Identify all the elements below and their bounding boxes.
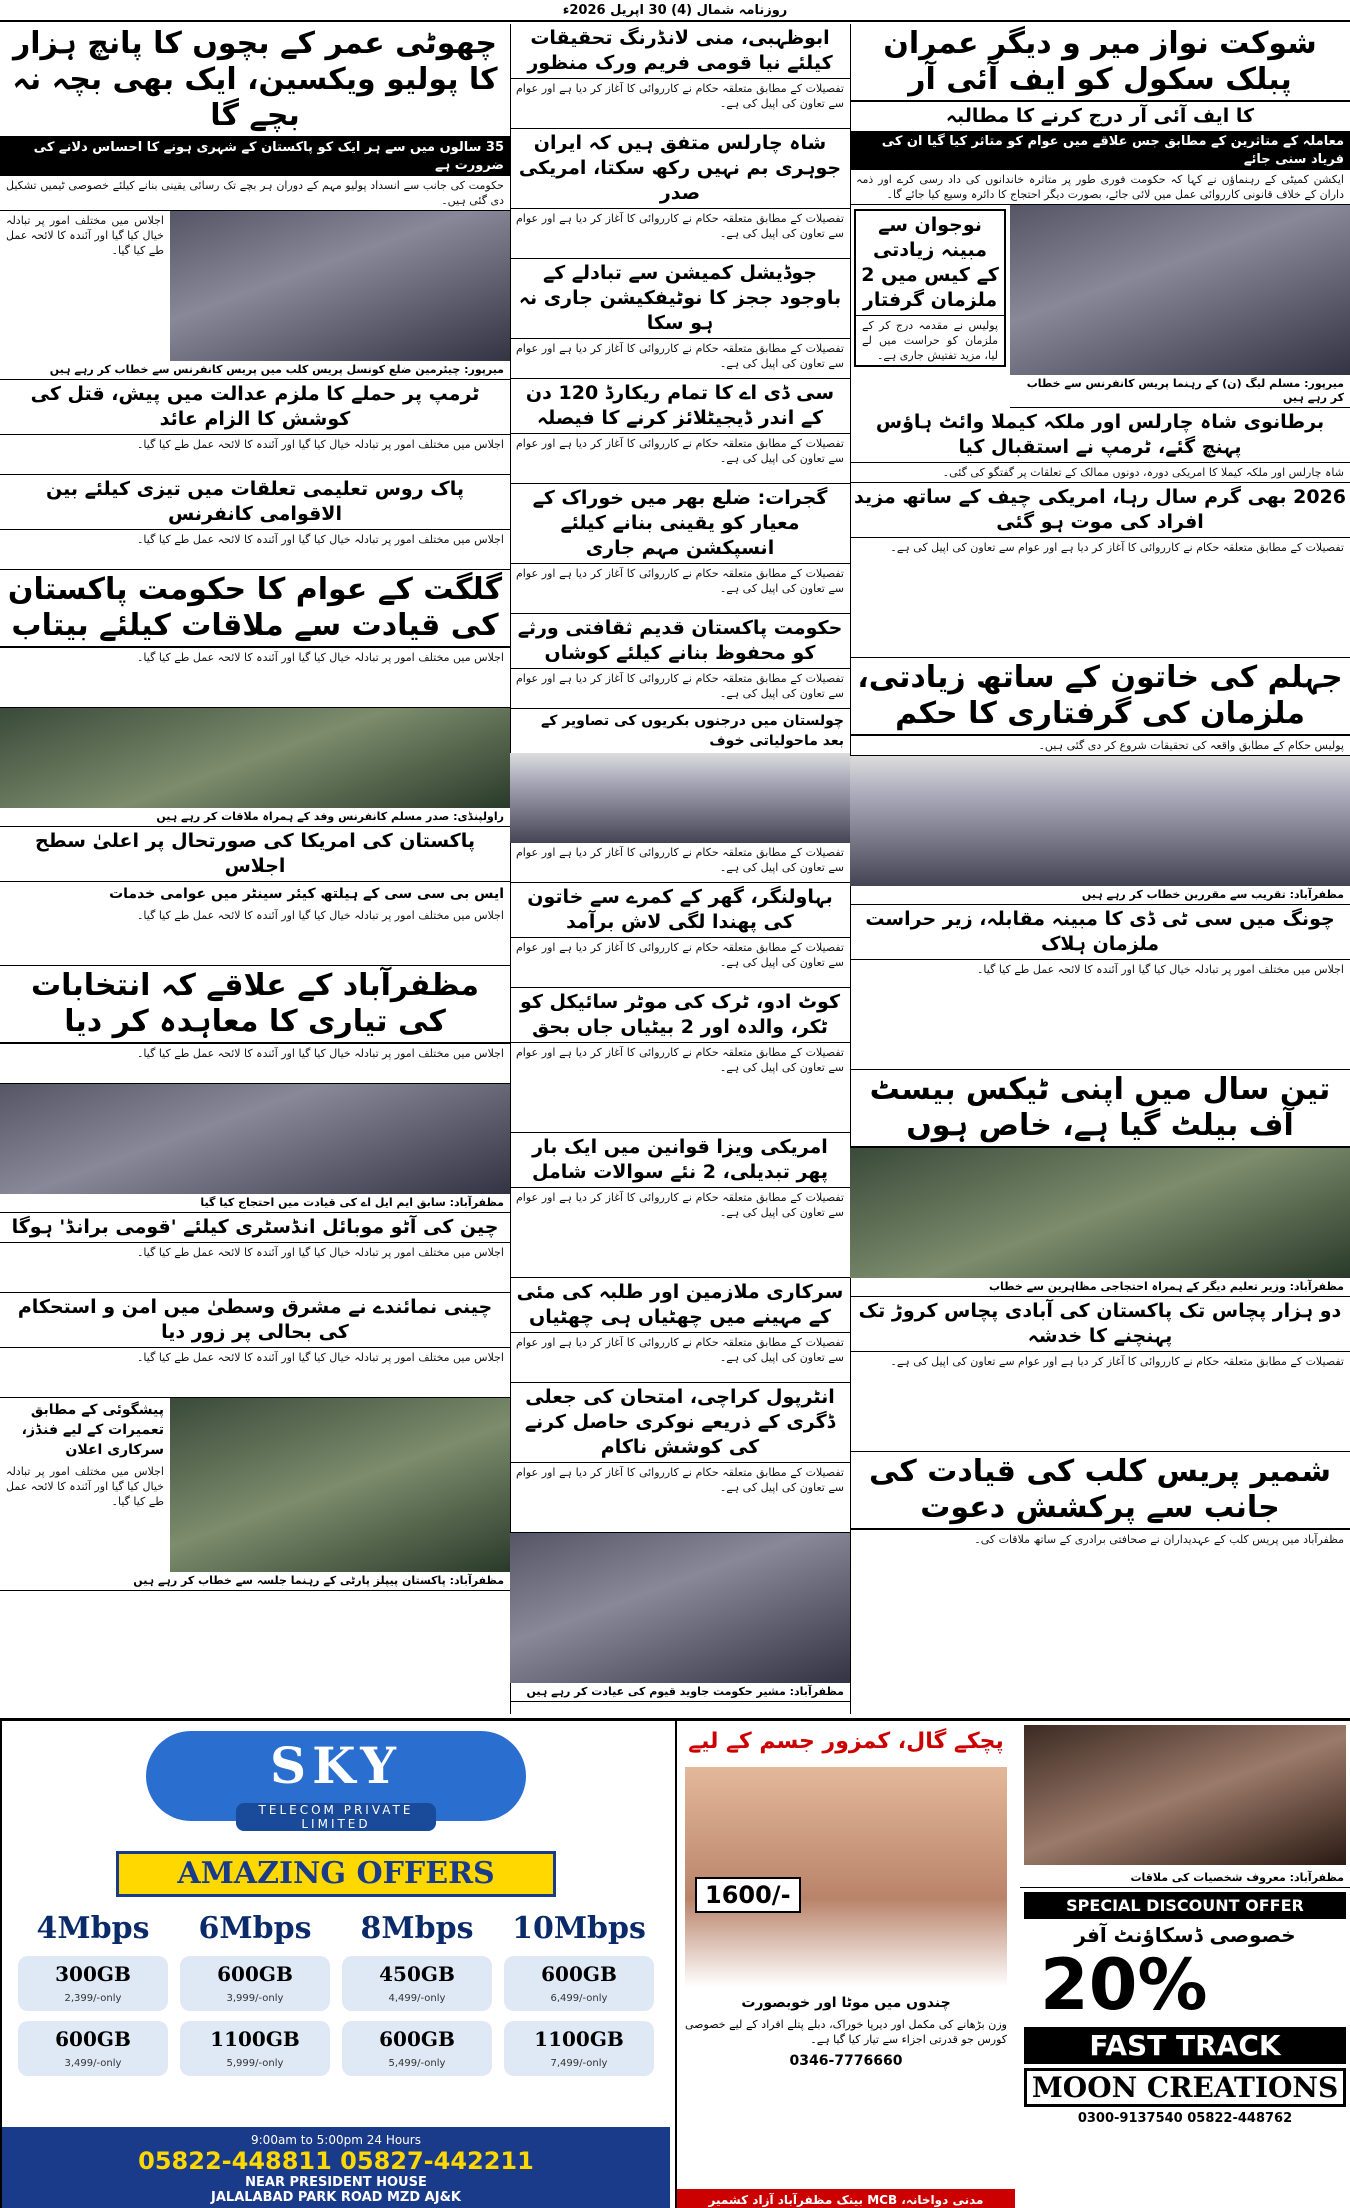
plan-price: 3,499/-only — [64, 2058, 122, 2069]
body-judges: تفصیلات کے مطابق متعلقہ حکام نے کارروائی کا آغاز کر دیا ہے اور عوام سے تعاون کی اپیل کی ہے۔ — [510, 339, 850, 379]
plan-gb: 300GB — [55, 1962, 131, 1986]
sky-phones: 05822-448811 05827-442211 — [138, 2147, 534, 2175]
headline-china-mideast: چینی نمائندے نے مشرق وسطیٰ میں امن و استحکام کی بحالی پر زور دیا — [0, 1293, 510, 1348]
lead-summary-left: 35 سالوں میں سے ہر ایک کو پاکستان کے شہری ہونے کا احساس دلانے کی ضرورت ہے — [0, 138, 510, 176]
photo-caption-mid: مظفرآباد: مشیر حکومت جاوید قیوم کی عیادت کر رہے ہیں — [510, 1683, 850, 1702]
news-photo-left-2 — [0, 708, 510, 808]
plan-gb: 600GB — [541, 1962, 617, 1986]
lead-headline-left: چھوٹی عمر کے بچوں کا پانچ ہزار کا پولیو ویکسین، ایک بھی بچہ نہ بچے گا — [0, 24, 510, 138]
headline-tax: تین سال میں اپنی ٹیکس بیسٹ آف بیلٹ گیا ہے، خاص ہوں — [850, 1070, 1350, 1148]
medical-price: 1600/- — [695, 1877, 801, 1913]
headline-heritage: حکومت پاکستان قدیم ثقافتی ورثے کو محفوظ بنانے کیلئے کوشاں — [510, 614, 850, 669]
plan-card — [18, 1911, 168, 2076]
headline-ctd: چونگ میں سی ٹی ڈی کا مبینہ مقابلہ، زیر حراست ملزمان ہلاک — [850, 905, 1350, 960]
news-photo-3 — [850, 1148, 1350, 1278]
body-trump: اجلاس میں مختلف امور پر تبادلہ خیال کیا گیا اور آئندہ کا لائحہ عمل طے کیا گیا۔ — [0, 435, 510, 475]
plan-speed: 6Mbps — [198, 1911, 312, 1946]
headline-visa: امریکی ویزا قوانین میں ایک بار پھر تبدیلی، 2 نئے سوالات شامل — [510, 1133, 850, 1188]
lead-subheadline: کا ایف آئی آر درج کرنے کا مطالبہ — [850, 102, 1350, 132]
photo-caption-left-3: مظفرآباد: سابق ایم ایل اے کی قیادت میں احتجاج کیا گیا — [0, 1194, 510, 1213]
plan-speed: 8Mbps — [360, 1911, 474, 1946]
news-photo-left-4 — [170, 1398, 510, 1572]
sky-address-2: JALALABAD PARK ROAD MZD AJ&K — [211, 2190, 461, 2205]
headline-bahawalnagar: بہاولنگر، گھر کے کمرے سے خاتون کی پھندا لگی لاش برآمد — [510, 883, 850, 938]
sky-subtitle: TELECOM PRIVATE LIMITED — [236, 1803, 436, 1831]
plan-price: 5,499/-only — [388, 2058, 446, 2069]
medical-photo — [685, 1767, 1007, 1987]
plan-price: 6,499/-only — [550, 1993, 608, 2004]
plan-gb: 450GB — [379, 1962, 455, 1986]
plan-price: 2,399/-only — [64, 1993, 122, 2004]
photo-caption-left-2: راولپنڈی: صدر مسلم کانفرنس وفد کے ہمراہ ملاقات کر رہے ہیں — [0, 808, 510, 827]
body-gilgit: اجلاس میں مختلف امور پر تبادلہ خیال کیا گیا اور آئندہ کا لائحہ عمل طے کیا گیا۔ — [0, 648, 510, 708]
body-filler: تفصیلات کے مطابق متعلقہ حکام نے کارروائی کا آغاز کر دیا ہے اور عوام سے تعاون کی اپیل کی ہے۔ — [850, 538, 1350, 658]
headline-cholistan: چولستان میں درجنوں بکریوں کی تصاویر کے بعد ماحولیاتی خوف — [540, 713, 844, 749]
medical-ad — [675, 1721, 1015, 2208]
plan-price: 3,999/-only — [226, 1993, 284, 2004]
headline-china-auto: چین کی آٹو موبائل انڈسٹری کیلئے 'قومی برانڈ' ہوگا — [0, 1213, 510, 1243]
headline-jhelum: جہلم کی خاتون کے ساتھ زیادتی، ملزمان کی گرفتاری کا حکم — [850, 658, 1350, 736]
body-cholistan: تفصیلات کے مطابق متعلقہ حکام نے کارروائی کا آغاز کر دیا ہے اور عوام سے تعاون کی اپیل کی ہے۔ — [510, 843, 850, 883]
headline-iran: شاہ چارلس متفق ہیں کہ ایران جوہری بم نہیں رکھ سکتا، امریکی صدر — [510, 129, 850, 209]
body-sbcc: اجلاس میں مختلف امور پر تبادلہ خیال کیا گیا اور آئندہ کا لائحہ عمل طے کیا گیا۔ — [0, 906, 510, 966]
headline-weather: 2026 بھی گرم سال رہا، امریکی چیف کے ساتھ مزید افراد کی موت ہو گئی — [850, 483, 1350, 538]
body-abudhabi: تفصیلات کے مطابق متعلقہ حکام نے کارروائی کا آغاز کر دیا ہے اور عوام سے تعاون کی اپیل کی ہے۔ — [510, 79, 850, 129]
plan-gb: 1100GB — [210, 2027, 300, 2051]
headline-funds: پیشگوئی کے مطابق تعمیرات کے لیے فنڈز، سرکاری اعلان — [21, 1402, 164, 1458]
moon-creations-name: MOON CREATIONS — [1024, 2068, 1346, 2107]
moon-phones: 0300-9137540 05822-448762 — [1077, 2111, 1293, 2126]
body-gujrat: تفصیلات کے مطابق متعلقہ حکام نے کارروائی کا آغاز کر دیا ہے اور عوام سے تعاون کی اپیل کی ہے۔ — [510, 564, 850, 614]
body-charles: شاہ چارلس اور ملکہ کیملا کا امریکی دورہ، دونوں ممالک کے تعلقات پر گفتگو کی گئی۔ — [850, 463, 1350, 483]
sky-footer — [2, 2127, 670, 2208]
photo-caption-left: میرپور: چیئرمین ضلع کونسل پریس کلب میں پریس کانفرنس سے خطاب کر رہے ہیں — [0, 361, 510, 380]
headline-meeting: پاکستان کی امریکا کی صورتحال پر اعلیٰ سطح اجلاس — [0, 827, 510, 882]
medical-phone: 0346-7776660 — [789, 2053, 903, 2069]
headline-kotaddu: کوٹ ادو، ٹرک کی موٹر سائیکل کو ٹکر، والدہ اور 2 بیٹیاں جاں بحق — [510, 988, 850, 1043]
lead-body: ایکشن کمیٹی کے رہنماؤں نے کہا کہ حکومت فوری طور پر متاثرہ خاندانوں کی داد رسی کرے اور ذمہ داران کے خلاف قانونی کارروائی عمل میں لائی جائے، بصورت دیگر احتجاج کا دائرہ وسیع کیا جائے گا۔ — [850, 170, 1350, 205]
side-body: اجلاس میں مختلف امور پر تبادلہ خیال کیا گیا اور آئندہ کا لائحہ عمل طے کیا گیا۔ — [6, 214, 164, 257]
column-right — [850, 24, 1350, 1549]
news-photo-left-3 — [0, 1084, 510, 1194]
body-iran: تفصیلات کے مطابق متعلقہ حکام نے کارروائی کا آغاز کر دیا ہے اور عوام سے تعاون کی اپیل کی ہے۔ — [510, 209, 850, 259]
column-middle — [510, 24, 850, 1702]
plan-price: 5,999/-only — [226, 2058, 284, 2069]
news-photo-left — [170, 211, 510, 361]
headline-cda: سی ڈی اے کا تمام ریکارڈ 120 دن کے اندر ڈیجیٹلائز کرنے کا فیصلہ — [510, 379, 850, 434]
lead-headline: شوکت نواز میر و دیگر عمران پبلک سکول کو ایف آئی آر — [850, 24, 1350, 102]
column-left — [0, 24, 510, 1591]
plan-speed: 10Mbps — [512, 1911, 646, 1946]
medical-body: وزن بڑھانے کی مکمل اور دیرپا خوراک، دبلے پتلے افراد کے لیے خصوصی کورس جو قدرتی اجزاء سے تیار کیا گیا ہے۔ — [685, 2018, 1007, 2046]
news-photo-mid — [510, 753, 850, 843]
box-body: پولیس نے مقدمہ درج کر کے ملزمان کو حراست میں لے لیا، مزید تفتیش جاری ہے۔ — [862, 319, 998, 362]
moon-photo — [1024, 1725, 1346, 1865]
headline-charles: برطانوی شاہ چارلس اور ملکہ کیملا وائٹ ہاؤس پہنچ گئے، ٹرمپ نے استقبال کیا — [850, 408, 1350, 463]
body-filler-2: اجلاس میں مختلف امور پر تبادلہ خیال کیا گیا اور آئندہ کا لائحہ عمل طے کیا گیا۔ — [850, 960, 1350, 1070]
plan-gb: 600GB — [217, 1962, 293, 1986]
headline-russia: پاک روس تعلیمی تعلقات میں تیزی کیلئے بین الاقوامی کانفرنس — [0, 475, 510, 530]
medical-headline: پچکے گال، کمزور جسم کے لیے — [688, 1729, 1004, 1754]
news-photo-2 — [850, 756, 1350, 886]
lead-body-left: حکومت کی جانب سے انسداد پولیو مہم کے دوران ہر بچے تک رسائی یقینی بنانے کیلئے خصوصی ٹیمیں تشکیل دی گئی ہیں۔ — [0, 176, 510, 211]
masthead-dateline: روزنامہ شمال (4) 30 اپریل 2026ء — [0, 0, 1350, 22]
plan-card — [342, 1911, 492, 2076]
plan-card — [180, 1911, 330, 2076]
plan-gb: 600GB — [55, 2027, 131, 2051]
headline-press-club: شمیر پریس کلب کی قیادت کی جانب سے پرکشش دعوت — [850, 1452, 1350, 1530]
plan-speed: 4Mbps — [36, 1911, 150, 1946]
body-visa: تفصیلات کے مطابق متعلقہ حکام نے کارروائی کا آغاز کر دیا ہے اور عوام سے تعاون کی اپیل کی ہے۔ — [510, 1188, 850, 1278]
headline-trump: ٹرمپ پر حملے کا ملزم عدالت میں پیش، قتل کی کوشش کا الزام عائد — [0, 380, 510, 435]
amazing-offers-banner: AMAZING OFFERS — [116, 1851, 556, 1897]
body-china-mideast: اجلاس میں مختلف امور پر تبادلہ خیال کیا گیا اور آئندہ کا لائحہ عمل طے کیا گیا۔ — [0, 1348, 510, 1398]
headline-abudhabi: ابوظہبی، منی لانڈرنگ تحقیقات کیلئے نیا قومی فریم ورک منظور — [510, 24, 850, 79]
headline-interpol: انٹرپول کراچی، امتحان کی جعلی ڈگری کے ذریعے نوکری حاصل کرنے کی کوشش ناکام — [510, 1383, 850, 1463]
body-press-club: مظفرآباد میں پریس کلب کے عہدیداران نے صحافتی برادری کے ساتھ ملاقات کی۔ — [974, 1533, 1344, 1546]
photo-caption: میرپور: مسلم لیگ (ن) کے رہنما پریس کانفرنس سے خطاب کر رہے ہیں — [1010, 375, 1350, 408]
ads-strip — [0, 1718, 1350, 2208]
headline-judges: جوڈیشل کمیشن سے تبادلے کے باوجود ججز کا نوٹیفکیشن جاری نہ ہو سکا — [510, 259, 850, 339]
body-heritage: تفصیلات کے مطابق متعلقہ حکام نے کارروائی کا آغاز کر دیا ہے اور عوام سے تعاون کی اپیل کی ہے۔ — [510, 669, 850, 709]
photo-caption-2: مظفرآباد: تقریب سے مقررین خطاب کر رہے ہیں — [850, 886, 1350, 905]
plan-price: 4,499/-only — [388, 1993, 446, 2004]
fast-track: FAST TRACK — [1024, 2027, 1346, 2064]
box-headline: نوجوان سے مبینہ زیادتی کے کیس میں 2 ملزمان گرفتار — [856, 211, 1004, 316]
plan-gb: 600GB — [379, 2027, 455, 2051]
medical-contact: مدنی دواخانہ، MCB بینک مظفرآباد آزاد کشمیر — [677, 2189, 1015, 2208]
photo-caption-left-4: مظفرآباد: پاکستان پیپلز پارٹی کے رہنما جلسہ سے خطاب کر رہے ہیں — [0, 1572, 510, 1591]
sky-address-1: NEAR PRESIDENT HOUSE — [245, 2175, 427, 2190]
plan-gb: 1100GB — [534, 2027, 624, 2051]
moon-caption: مظفرآباد: معروف شخصیات کی ملاقات — [1020, 1869, 1350, 1888]
headline-holidays: سرکاری ملازمین اور طلبہ کی مئی کے مہینے میں چھٹیاں ہی چھٹیاں — [510, 1278, 850, 1333]
news-photo-hospital — [510, 1533, 850, 1683]
headline-elections: مظفرآباد کے علاقے کہ انتخابات کی تیاری کا معاہدہ کر دیا — [0, 966, 510, 1044]
body-china-auto: اجلاس میں مختلف امور پر تبادلہ خیال کیا گیا اور آئندہ کا لائحہ عمل طے کیا گیا۔ — [0, 1243, 510, 1293]
headline-population: دو ہزار پچاس تک پاکستان کی آبادی پچاس کروڑ تک پہنچنے کا خدشہ — [850, 1297, 1350, 1352]
body-jhelum: پولیس حکام کے مطابق واقعہ کی تحقیقات شروع کر دی گئی ہیں۔ — [850, 736, 1350, 756]
news-photo — [1010, 205, 1350, 375]
plan-price: 7,499/-only — [550, 2058, 608, 2069]
discount-percent: 20% — [1040, 1944, 1208, 2026]
body-bahawalnagar: تفصیلات کے مطابق متعلقہ حکام نے کارروائی کا آغاز کر دیا ہے اور عوام سے تعاون کی اپیل کی ہے۔ — [510, 938, 850, 988]
body-cda: تفصیلات کے مطابق متعلقہ حکام نے کارروائی کا آغاز کر دیا ہے اور عوام سے تعاون کی اپیل کی ہے۔ — [510, 434, 850, 484]
lead-summary: معاملہ کے متاثرین کے مطابق جس علاقے میں عوام کو متاثر کیا گیا ان کی فریاد سنی جائے — [850, 132, 1350, 170]
sky-telecom-ad — [0, 1721, 670, 2208]
moon-creations-ad — [1020, 1721, 1350, 2208]
body-filler-3: تفصیلات کے مطابق متعلقہ حکام نے کارروائی کا آغاز کر دیا ہے اور عوام سے تعاون کی اپیل کی ہے۔ — [850, 1352, 1350, 1452]
medical-tagline: چندوں میں موٹا اور خوبصورت — [741, 1995, 951, 2011]
photo-caption-3: مظفرآباد: وزیر تعلیم دیگر کے ہمراہ احتجاجی مظاہرین سے خطاب — [850, 1278, 1350, 1297]
body-holidays: تفصیلات کے مطابق متعلقہ حکام نے کارروائی کا آغاز کر دیا ہے اور عوام سے تعاون کی اپیل کی ہے۔ — [510, 1333, 850, 1383]
body-funds: اجلاس میں مختلف امور پر تبادلہ خیال کیا گیا اور آئندہ کا لائحہ عمل طے کیا گیا۔ — [6, 1465, 164, 1508]
body-interpol: تفصیلات کے مطابق متعلقہ حکام نے کارروائی کا آغاز کر دیا ہے اور عوام سے تعاون کی اپیل کی ہے۔ — [510, 1463, 850, 1533]
special-offer: SPECIAL DISCOUNT OFFER — [1024, 1892, 1346, 1919]
body-elections: اجلاس میں مختلف امور پر تبادلہ خیال کیا گیا اور آئندہ کا لائحہ عمل طے کیا گیا۔ — [0, 1044, 510, 1084]
body-russia: اجلاس میں مختلف امور پر تبادلہ خیال کیا گیا اور آئندہ کا لائحہ عمل طے کیا گیا۔ — [0, 530, 510, 570]
sky-logo: SKY — [146, 1731, 526, 1821]
discount-urdu: خصوصی ڈسکاؤنٹ آفر — [1074, 1923, 1296, 1947]
sky-hours: 9:00am to 5:00pm 24 Hours — [251, 2133, 421, 2147]
plan-card — [504, 1911, 654, 2076]
headline-sbcc: ایس بی سی سی کے ہیلتھ کیئر سینٹر میں عوامی خدمات — [109, 886, 504, 902]
body-kotaddu: تفصیلات کے مطابق متعلقہ حکام نے کارروائی کا آغاز کر دیا ہے اور عوام سے تعاون کی اپیل کی ہے۔ — [510, 1043, 850, 1133]
headline-gujrat: گجرات: ضلع بھر میں خوراک کے معیار کو یقینی بنانے کیلئے انسپکشن مہم جاری — [510, 484, 850, 564]
headline-gilgit: گلگت کے عوام کا حکومت پاکستان کی قیادت سے ملاقات کیلئے بیتاب — [0, 570, 510, 648]
plans-row — [2, 1911, 670, 2076]
